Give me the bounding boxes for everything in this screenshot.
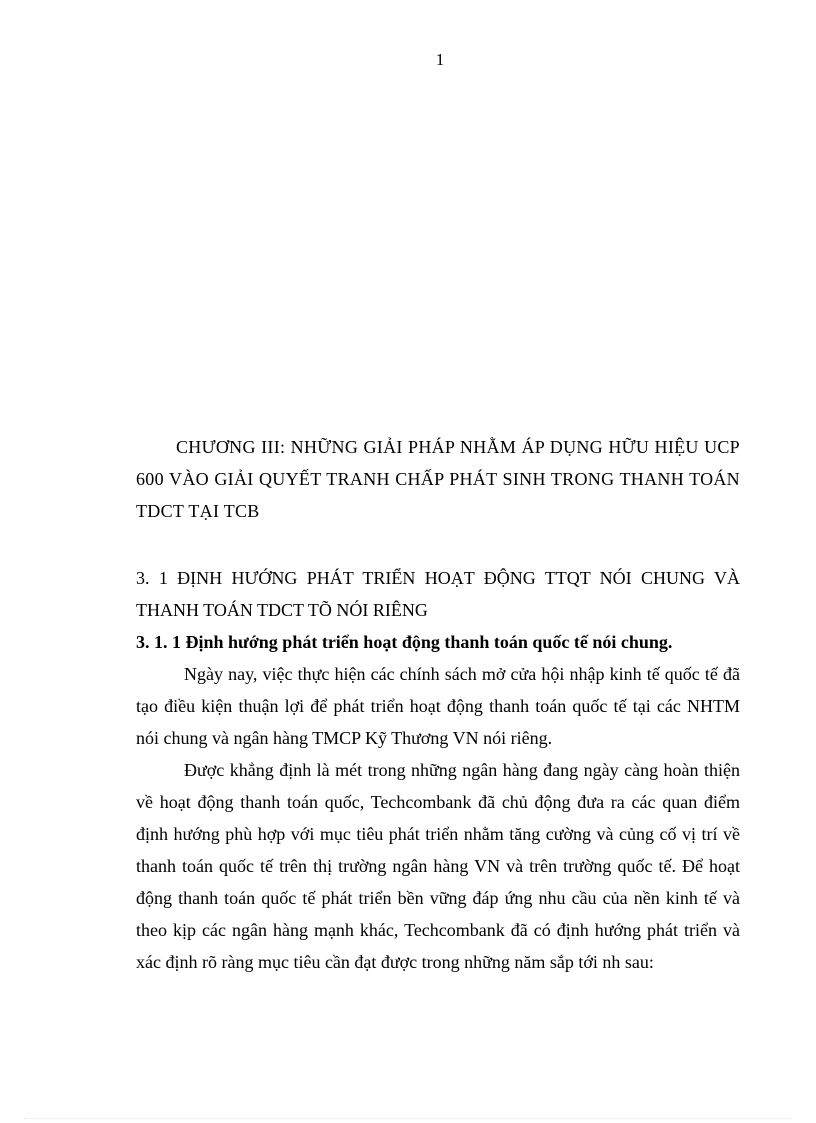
chapter-heading: CHƯƠNG III: NHỮNG GIẢI PHÁP NHẰM ÁP DỤNG HỮU HIỆU UCP 600 VÀO GIẢI QUYẾT TRANH CHẤP PHÁT SINH TRONG THANH TOÁN TDCT TẠI TCB <box>136 437 740 521</box>
page-bottom-divider <box>24 1118 792 1119</box>
page-number: 1 <box>435 50 445 69</box>
body-text <box>136 658 740 978</box>
paragraph: Ngày nay, việc thực hiện các chính sách mở cửa hội nhập kinh tế quốc tế đã tạo điều kiện thuận lợi để phát triển hoạt động thanh toán quốc tế tại các NHTM nói chung và ngân hàng TMCP Kỹ Thương VN nói riêng. <box>136 664 740 748</box>
subsection-heading: 3. 1. 1 Định hướng phát triển hoạt động thanh toán quốc tế nói chung. <box>136 632 673 652</box>
section-heading: 3. 1 ĐỊNH HƯỚNG PHÁT TRIỂN HOẠT ĐỘNG TTQT NÓI CHUNG VÀ THANH TOÁN TDCT TÕ NÓI RIÊNG <box>136 568 740 620</box>
paragraph: Được khẳng định là mét trong những ngân hàng đang ngày càng hoàn thiện về hoạt động thanh toán quốc, Techcombank đã chủ động đưa ra các quan điểm định hướng phù hợp với mục tiêu phát triển nhằm tăng cường và củng cố vị trí về thanh toán quốc tế trên thị trường ngân hàng VN và trên trường quốc tế. Để hoạt động thanh toán quốc tế phát triển bền vững đáp ứng nhu cầu của nền kinh tế và theo kịp các ngân hàng mạnh khác, Techcombank đã có định hướng phát triển và xác định rõ ràng mục tiêu cần đạt được trong những năm sắp tới nh sau: <box>136 760 740 972</box>
